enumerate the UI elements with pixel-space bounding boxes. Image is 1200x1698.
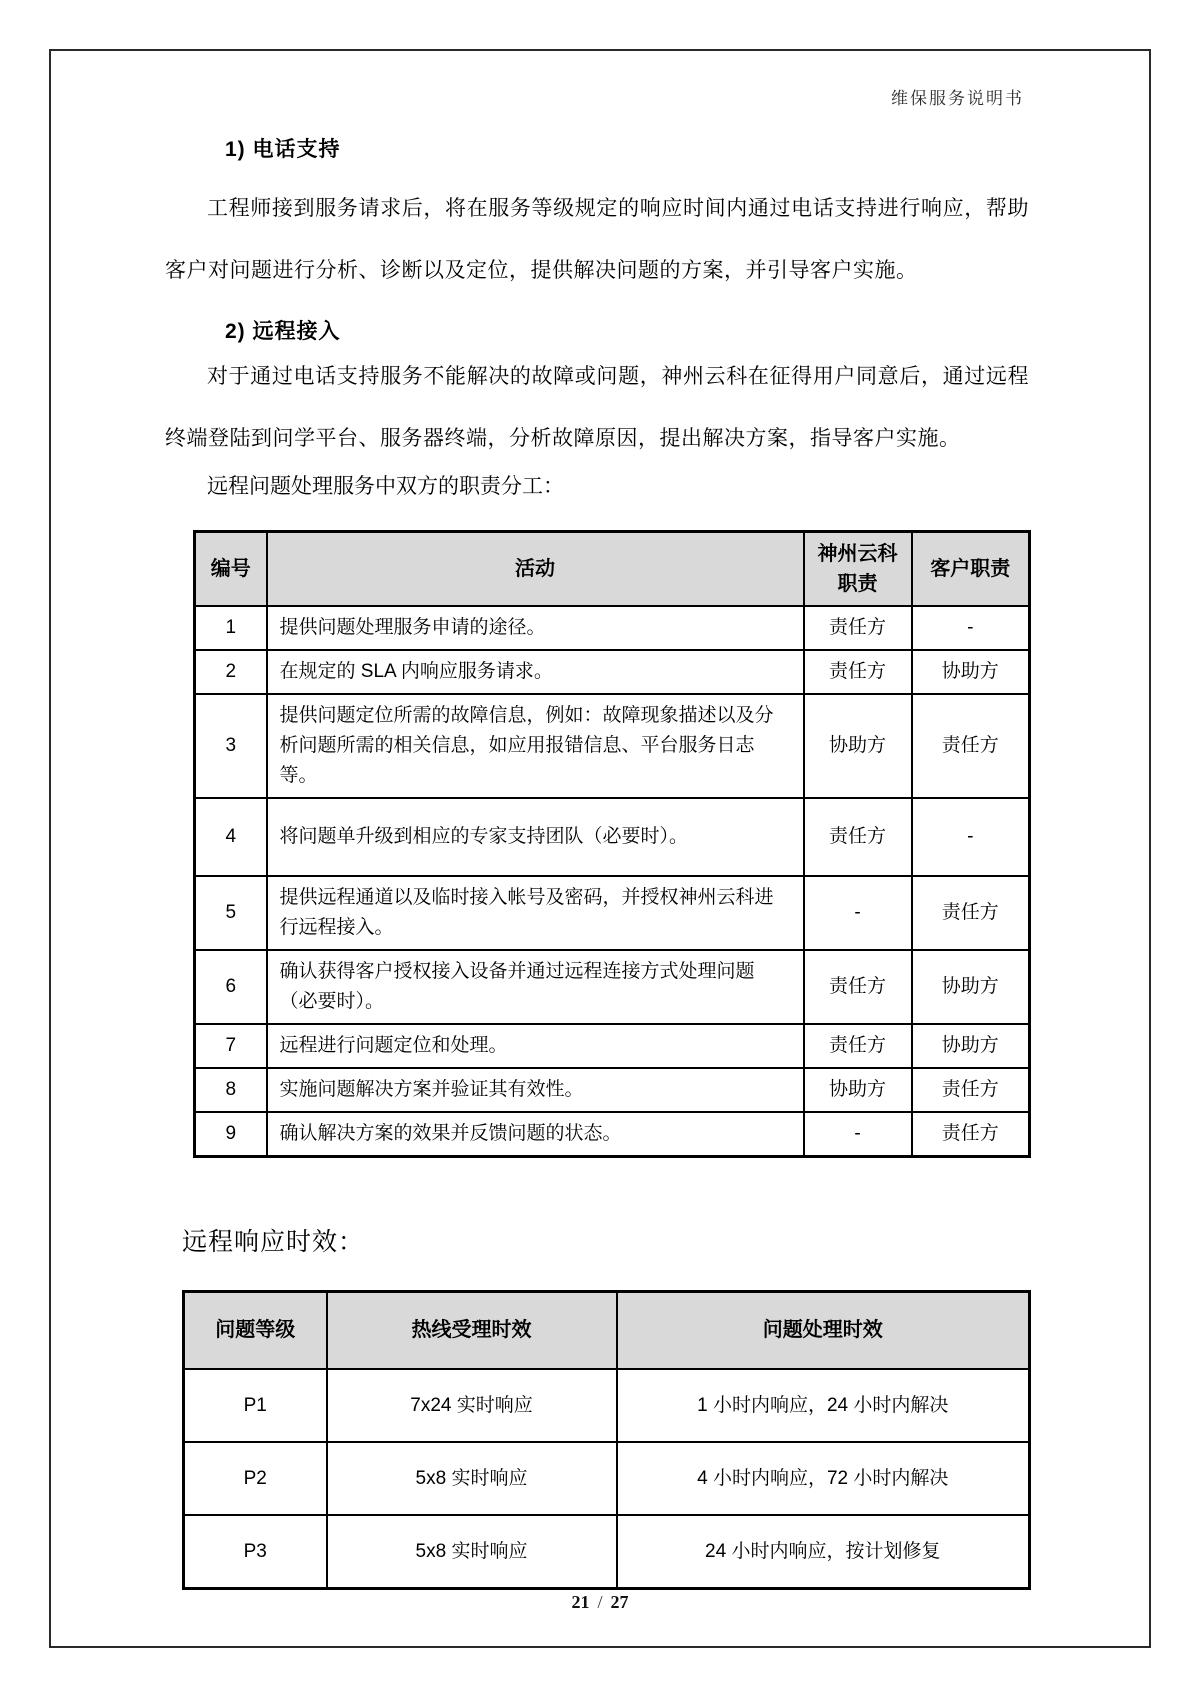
cell-hotline-response: 5x8 实时响应 bbox=[327, 1442, 617, 1515]
cell-customer-role: 协助方 bbox=[912, 950, 1030, 1024]
table-row bbox=[195, 798, 1030, 876]
cell-problem-level: P3 bbox=[184, 1515, 327, 1589]
table-row bbox=[195, 606, 1030, 650]
column-header-vendor-role: 神州云科职责 bbox=[804, 532, 912, 607]
cell-customer-role: 责任方 bbox=[912, 876, 1030, 950]
cell-customer-role: 责任方 bbox=[912, 694, 1030, 798]
cell-activity: 实施问题解决方案并验证其有效性。 bbox=[267, 1068, 804, 1112]
cell-vendor-role: 责任方 bbox=[804, 950, 912, 1024]
cell-customer-role: - bbox=[912, 606, 1030, 650]
column-header-hotline-response: 热线受理时效 bbox=[327, 1292, 617, 1370]
table-row bbox=[195, 1112, 1030, 1157]
section-2-heading: 2) 远程接入 bbox=[225, 320, 341, 343]
responsibility-table bbox=[193, 530, 1031, 1158]
cell-vendor-role: - bbox=[804, 1112, 912, 1157]
column-header-problem-level: 问题等级 bbox=[184, 1292, 327, 1370]
document-header-title: 维保服务说明书 bbox=[891, 89, 1024, 108]
cell-vendor-role: 责任方 bbox=[804, 798, 912, 876]
cell-activity: 提供问题处理服务申请的途径。 bbox=[267, 606, 804, 650]
cell-hotline-response: 5x8 实时响应 bbox=[327, 1515, 617, 1589]
table-row bbox=[184, 1515, 1030, 1589]
cell-activity: 远程进行问题定位和处理。 bbox=[267, 1024, 804, 1068]
cell-customer-role: - bbox=[912, 798, 1030, 876]
table-row bbox=[195, 1068, 1030, 1112]
cell-customer-role: 协助方 bbox=[912, 1024, 1030, 1068]
cell-activity: 提供问题定位所需的故障信息，例如：故障现象描述以及分析问题所需的相关信息，如应用报错信息、平台服务日志等。 bbox=[267, 694, 804, 798]
section-1-heading: 1) 电话支持 bbox=[225, 138, 341, 161]
table-row bbox=[195, 694, 1030, 798]
cell-activity: 提供远程通道以及临时接入帐号及密码，并授权神州云科进行远程接入。 bbox=[267, 876, 804, 950]
cell-vendor-role: - bbox=[804, 876, 912, 950]
cell-seq: 6 bbox=[195, 950, 267, 1024]
cell-seq: 7 bbox=[195, 1024, 267, 1068]
page-content bbox=[165, 136, 1029, 1590]
cell-vendor-role: 责任方 bbox=[804, 650, 912, 694]
cell-seq: 9 bbox=[195, 1112, 267, 1157]
cell-customer-role: 责任方 bbox=[912, 1068, 1030, 1112]
table-header-row bbox=[184, 1292, 1030, 1370]
cell-seq: 4 bbox=[195, 798, 267, 876]
page-footer bbox=[0, 1592, 1200, 1613]
cell-seq: 5 bbox=[195, 876, 267, 950]
cell-activity: 在规定的 SLA 内响应服务请求。 bbox=[267, 650, 804, 694]
cell-seq: 3 bbox=[195, 694, 267, 798]
cell-vendor-role: 协助方 bbox=[804, 694, 912, 798]
cell-handling-time: 1 小时内响应，24 小时内解决 bbox=[617, 1369, 1030, 1442]
section-2-paragraph: 对于通过电话支持服务不能解决的故障或问题，神州云科在征得用户同意后，通过远程终端登陆到问学平台、服务器终端，分析故障原因，提出解决方案，指导客户实施。 bbox=[165, 365, 1029, 450]
table-row bbox=[184, 1369, 1030, 1442]
column-header-seq: 编号 bbox=[195, 532, 267, 607]
table-row bbox=[184, 1442, 1030, 1515]
cell-activity: 确认获得客户授权接入设备并通过远程连接方式处理问题（必要时）。 bbox=[267, 950, 804, 1024]
column-header-handling-time: 问题处理时效 bbox=[617, 1292, 1030, 1370]
responsibility-table-intro: 远程问题处理服务中双方的职责分工： bbox=[207, 475, 564, 498]
cell-seq: 1 bbox=[195, 606, 267, 650]
cell-seq: 2 bbox=[195, 650, 267, 694]
column-header-activity: 活动 bbox=[267, 532, 804, 607]
table-row bbox=[195, 950, 1030, 1024]
table-row bbox=[195, 1024, 1030, 1068]
cell-vendor-role: 责任方 bbox=[804, 1024, 912, 1068]
table-row bbox=[195, 650, 1030, 694]
page-number-current: 21 bbox=[571, 1592, 590, 1612]
cell-vendor-role: 协助方 bbox=[804, 1068, 912, 1112]
cell-problem-level: P2 bbox=[184, 1442, 327, 1515]
cell-problem-level: P1 bbox=[184, 1369, 327, 1442]
cell-activity: 确认解决方案的效果并反馈问题的状态。 bbox=[267, 1112, 804, 1157]
table-header-row bbox=[195, 532, 1030, 607]
cell-handling-time: 4 小时内响应，72 小时内解决 bbox=[617, 1442, 1030, 1515]
sla-table-intro: 远程响应时效： bbox=[182, 1228, 365, 1256]
cell-vendor-role: 责任方 bbox=[804, 606, 912, 650]
column-header-customer-role: 客户职责 bbox=[912, 532, 1030, 607]
table-row bbox=[195, 876, 1030, 950]
page-number-separator: / bbox=[597, 1592, 603, 1612]
section-1-paragraph: 工程师接到服务请求后，将在服务等级规定的响应时间内通过电话支持进行响应，帮助客户对问题进行分析、诊断以及定位，提供解决问题的方案，并引导客户实施。 bbox=[165, 197, 1029, 282]
sla-table bbox=[182, 1290, 1031, 1590]
page-number-total: 27 bbox=[610, 1592, 629, 1612]
cell-seq: 8 bbox=[195, 1068, 267, 1112]
cell-customer-role: 责任方 bbox=[912, 1112, 1030, 1157]
cell-handling-time: 24 小时内响应，按计划修复 bbox=[617, 1515, 1030, 1589]
cell-activity: 将问题单升级到相应的专家支持团队（必要时）。 bbox=[267, 798, 804, 876]
cell-customer-role: 协助方 bbox=[912, 650, 1030, 694]
cell-hotline-response: 7x24 实时响应 bbox=[327, 1369, 617, 1442]
